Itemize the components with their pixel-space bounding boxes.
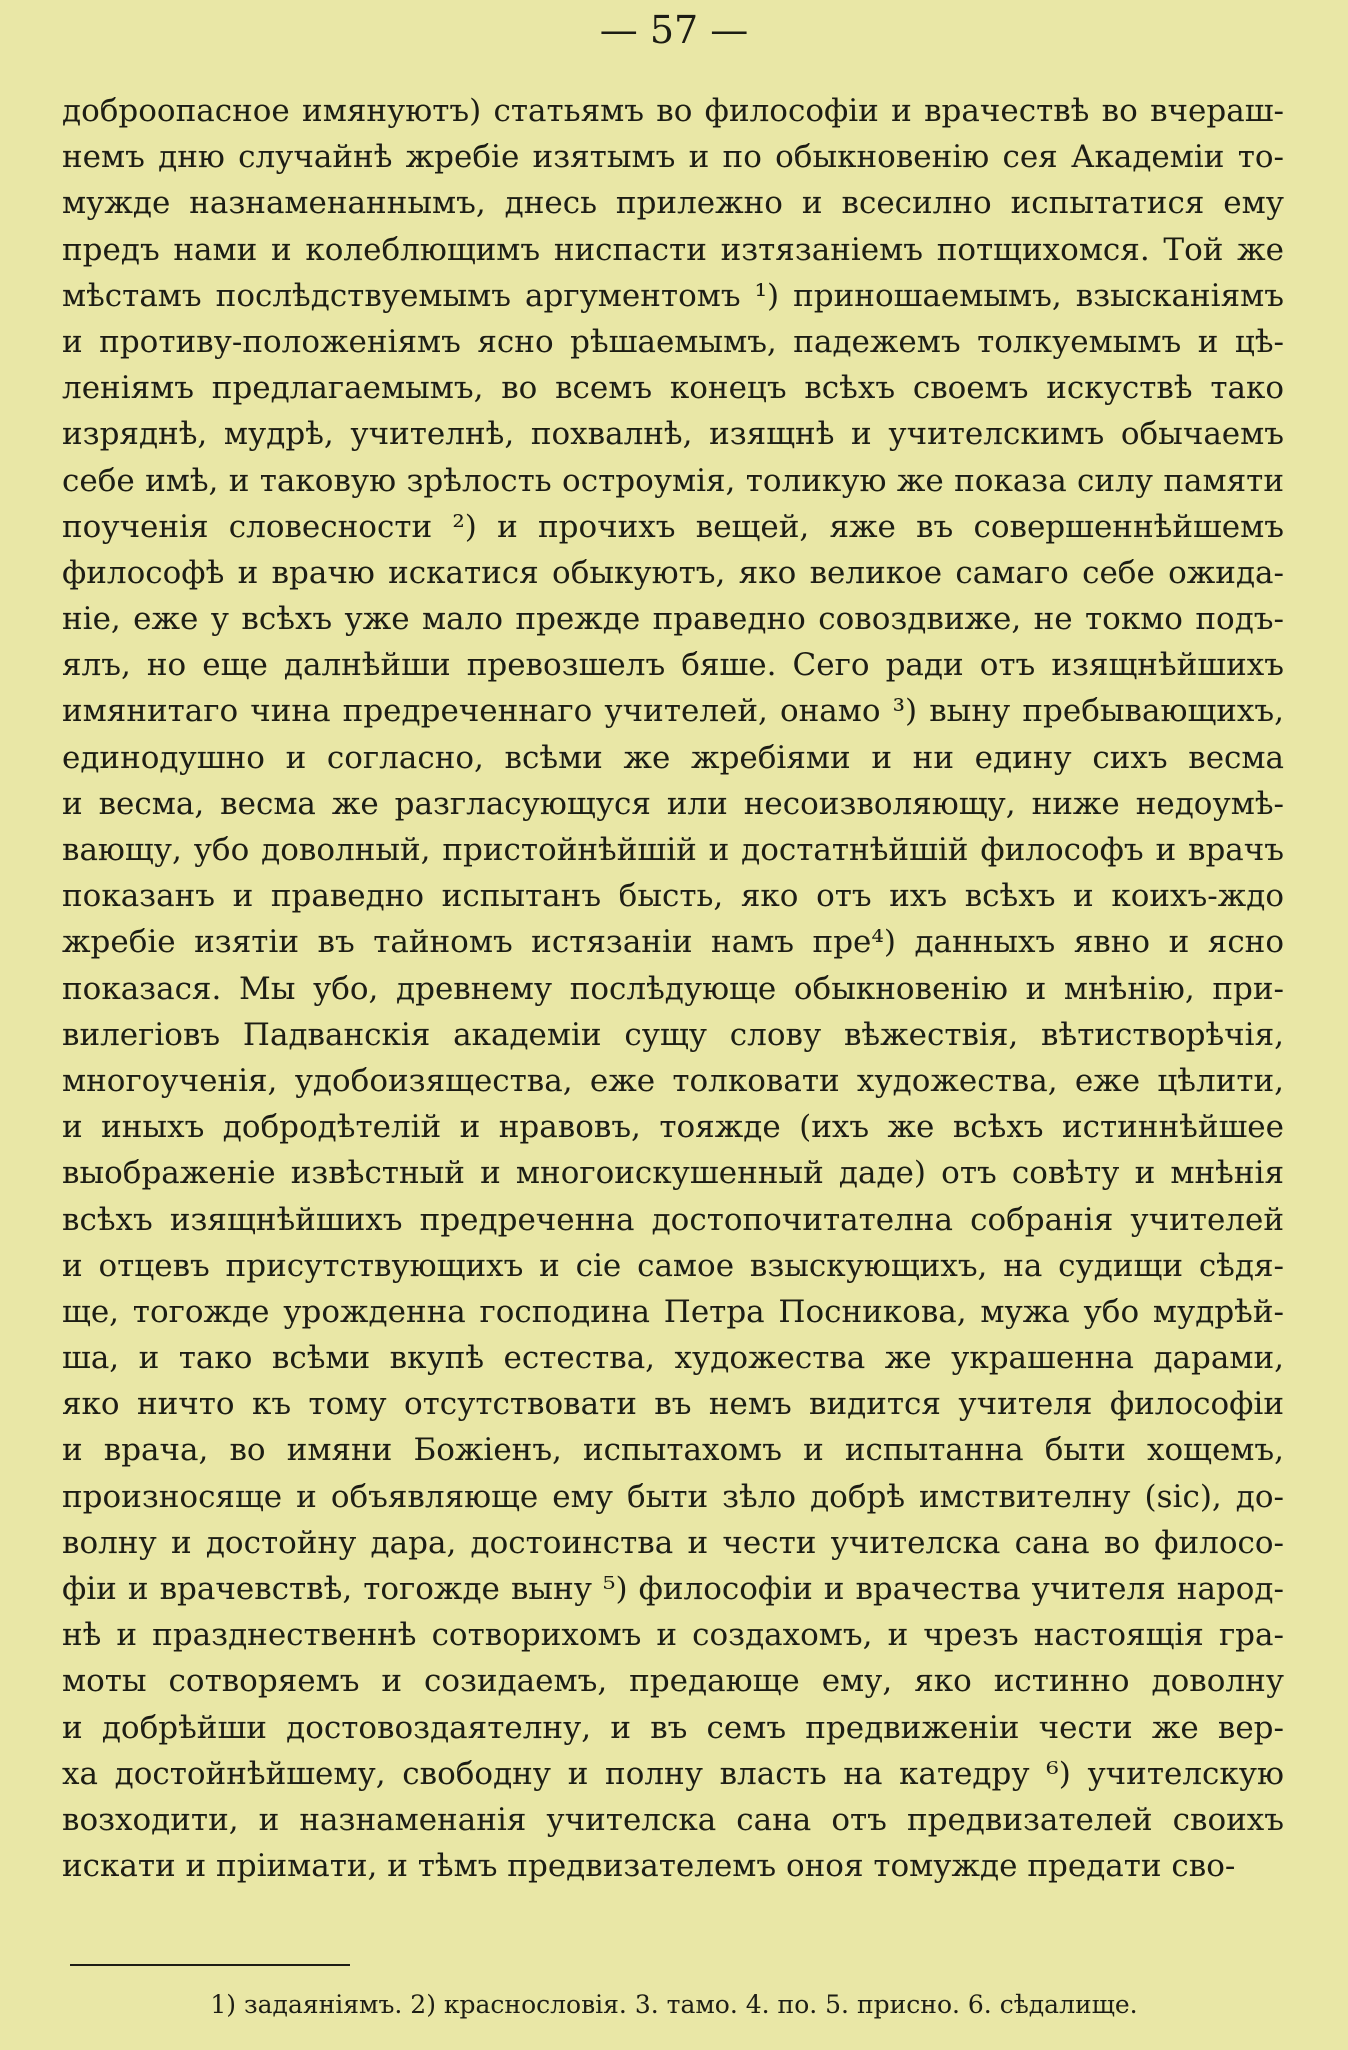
text-line: искати и пріимати, и тѣмъ предвизателемъ оноя томужде предати сво- <box>62 1848 1236 1885</box>
text-line: ялъ, но еще далнѣйши превозшелъ бяше. Сего ради отъ изящнѣйшихъ <box>62 647 1284 684</box>
text-line: вилегіовъ Падванскія академіи сущу слову вѣжествія, вѣтистворѣчія, <box>62 1016 1284 1053</box>
text-line: и иныхъ добродѣтелій и нравовъ, тояжде (ихъ же всѣхъ истиннѣйшее <box>62 1109 1284 1146</box>
text-line: единодушно и согласно, всѣми же жребіями и ни едину сихъ весма <box>62 739 1284 776</box>
text-line: ще, тогожде урожденна господина Петра Посникова, мужа убо мудрѣй- <box>62 1293 1284 1330</box>
text-line: и отцевъ присутствующихъ и сіе самое взыскующихъ, на судищи сѣдя- <box>62 1247 1284 1284</box>
text-line: показанъ и праведно испытанъ бысть, яко отъ ихъ всѣхъ и коихъ-ждо <box>62 878 1284 915</box>
text-line: возходити, и назнаменанія учителска сана отъ предвизателей своихъ <box>62 1801 1284 1838</box>
text-line: волну и достойну дара, достоинства и чести учителска сана во филосо- <box>62 1524 1284 1561</box>
text-line: мѣстамъ послѣдствуемымъ аргументомъ ¹) приношаемымъ, взысканіямъ <box>62 277 1284 314</box>
text-line: многоученія, удобоизящества, еже толковати художества, еже цѣлити, <box>62 1062 1284 1099</box>
footnote-divider <box>70 1964 350 1966</box>
text-line: ха достойнѣйшему, свободну и полну власть на катедру ⁶) учителскую <box>62 1755 1284 1792</box>
text-line: и противу-положеніямъ ясно рѣшаемымъ, падежемъ толкуемымъ и цѣ- <box>62 323 1284 360</box>
body-text <box>62 88 1284 1889</box>
text-line: леніямъ предлагаемымъ, во всемъ конецъ всѣхъ своемъ искуствѣ тако <box>62 370 1284 407</box>
text-line: имянитаго чина предреченнаго учителей, онамо ³) выну пребывающихъ, <box>62 693 1284 730</box>
text-line: ніе, еже у всѣхъ уже мало прежде праведно совоздвиже, не токмо подъ- <box>62 601 1284 638</box>
text-line: произносяще и объявляюще ему быти зѣло добрѣ имствителну (sic), до- <box>62 1478 1284 1515</box>
text-line: показася. Мы убо, древнему послѣдующе обыкновенію и мнѣнію, при- <box>62 970 1284 1007</box>
text-line: ша, и тако всѣми вкупѣ естества, художества же украшенна дарами, <box>62 1340 1284 1377</box>
text-line: доброопасное имянуютъ) статьямъ во философіи и врачествѣ во вчераш- <box>62 93 1284 129</box>
text-line: философѣ и врачю искатися обыкуютъ, яко великое самаго себе ожида- <box>62 554 1284 591</box>
text-line: вающу, убо доволный, пристойнѣйшій и достатнѣйшій философъ и врачъ <box>62 832 1284 868</box>
text-line: всѣхъ изящнѣйшихъ предреченна достопочитателна собранія учителей <box>62 1201 1284 1238</box>
text-line: и добрѣйши достовоздаятелну, и въ семъ предвиженіи чести же вер- <box>62 1709 1284 1746</box>
text-line: выображеніе извѣстный и многоискушенный даде) отъ совѣту и мнѣнія <box>62 1155 1284 1192</box>
text-line: яко ничто къ тому отсутствовати въ немъ видится учителя философіи <box>62 1386 1284 1423</box>
text-line: и весма, весма же разгласующуся или несоизволяющу, ниже недоумѣ- <box>62 785 1284 822</box>
text-line: моты сотворяемъ и созидаемъ, предающе ему, яко истинно доволну <box>62 1663 1284 1700</box>
footnotes: 1) задаяніямъ. 2) краснословія. 3. тамо. 4. по. 5. присно. 6. сѣдалище. <box>210 1990 1138 2019</box>
text-line: жребіе изятіи въ тайномъ истязаніи намъ пре⁴) данныхъ явно и ясно <box>62 924 1284 961</box>
text-line: мужде назнаменаннымъ, днесь прилежно и всесилно испытатися ему <box>62 185 1284 222</box>
page-number: — 57 — <box>599 8 749 52</box>
text-line: нѣ и празднественнѣ сотворихомъ и создахомъ, и чрезъ настоящія гра- <box>62 1617 1284 1654</box>
text-line: себе имѣ, и таковую зрѣлость остроумія, толикую же показа силу памяти <box>62 462 1284 499</box>
text-line: предъ нами и колеблющимъ ниспасти изтязаніемъ потщихомся. Той же <box>62 231 1284 268</box>
text-line: поученія словесности ²) и прочихъ вещей, яже въ совершеннѣйшемъ <box>62 508 1284 545</box>
text-line: фіи и врачевствѣ, тогожде выну ⁵) философіи и врачества учителя народ- <box>62 1571 1284 1607</box>
text-line: немъ дню случайнѣ жребіе изятымъ и по обыкновенію сея Академіи то- <box>62 139 1284 176</box>
text-line: и врача, во имяни Божіенъ, испытахомъ и испытанна быти хощемъ, <box>62 1432 1284 1469</box>
text-line: изряднѣ, мудрѣ, учителнѣ, похвалнѣ, изящнѣ и учителскимъ обычаемъ <box>62 416 1284 453</box>
